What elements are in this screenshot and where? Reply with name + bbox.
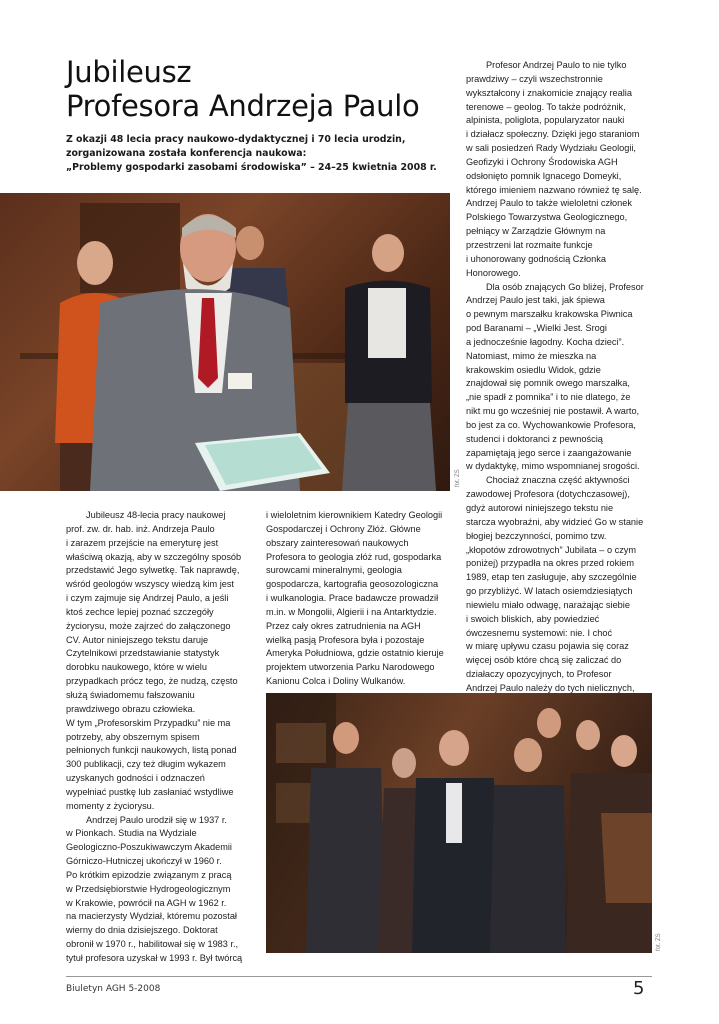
text-line: na macierzysty Wydział, któremu pozostał — [66, 911, 237, 922]
text-line: Natomiast, mimo że mieszka na — [466, 350, 597, 361]
text-line: i swoich bliskich, aby powiedzieć — [466, 613, 600, 624]
text-line: w Pionkach. Studia na Wydziale — [66, 828, 197, 839]
text-line: w dydaktykę, mimo wspomnianej srogości. — [466, 461, 640, 472]
text-line: działaczy opozycyjnych, to Profesor — [466, 669, 612, 680]
text-line: alpinista, poliglota, popularyzator nauki — [466, 115, 625, 126]
text-line: przedstawić Jego sylwetkę. Tak naprawdę, — [66, 565, 240, 576]
text-line: terenowe – geolog. To także podróżnik, — [466, 101, 626, 112]
text-line: więcej osób które chcą się zaliczać do — [466, 655, 622, 666]
photo-illustration — [0, 193, 450, 491]
text-line: wśród geologów wszyscy wiedzą kim jest — [66, 579, 234, 590]
text-line: odsłonięto pomnik Ignacego Domeyki, — [466, 170, 622, 181]
text-line: krakowskim osiedlu Widok, gdzie — [466, 364, 601, 375]
text-line: m.in. w Mongolii, Algierii i na Antarktydzie. — [266, 606, 437, 617]
text-line: zawodowej Profesora (dotychczasowej), — [466, 489, 630, 500]
text-line: ktoś zechce lepiej poznać szczegóły — [66, 606, 214, 617]
lead-line: zorganizowana została konferencja naukowa: — [66, 148, 307, 159]
text-line: go przybliżyć. W latach osiemdziesiątych — [466, 586, 633, 597]
article-title — [66, 55, 456, 123]
text-line: 300 publikacji, czy też długim wykazem — [66, 759, 226, 770]
text-line: prof. zw. dr. hab. inż. Andrzeja Paulo — [66, 523, 215, 534]
text-line: przestrzeni lat rozmaite funkcje — [466, 239, 593, 250]
text-line: Ameryka Południowa, gdzie ostatnio kieruje — [266, 648, 444, 659]
photo-professor-conference — [0, 193, 450, 491]
text-line: W tym „Profesorskim Przypadku” nie ma — [66, 717, 231, 728]
text-line: w miarę upływu czasu pojawia się coraz — [466, 641, 629, 652]
text-line: w Krakowie, powrócił na AGH w 1962 r. — [66, 897, 227, 908]
title-line-2: Profesora Andrzeja Paulo — [66, 89, 420, 123]
text-line: Polskiego Towarzystwa Geologicznego, — [466, 212, 628, 223]
text-line: wypełniać pustkę lub zasłaniać wstydliwe — [66, 786, 234, 797]
text-line: Po krótkim epizodzie związanym z pracą — [66, 869, 232, 880]
text-line: Przez cały okres zatrudnienia na AGH — [266, 620, 421, 631]
text-line: studenci i doktoranci z pewnością — [466, 433, 603, 444]
text-line: niewielu miało odwagę, narażając siebie — [466, 599, 630, 610]
text-line: pod Baranami – „Wielki Jest. Srogi — [466, 323, 607, 334]
text-line: pełnionych funkcji naukowych, listą ponad — [66, 745, 237, 756]
text-line: Honorowego. — [466, 267, 521, 278]
text-line: właściwą okazją, aby w szczególny sposób — [66, 551, 242, 562]
text-line: uzyskanych godności i odznaczeń — [66, 773, 205, 784]
article-lead — [66, 133, 456, 175]
text-line: o pewnym marszałku krakowska Piwnica — [466, 309, 633, 320]
text-line: wierny do dnia dzisiejszego. Doktorat — [66, 925, 218, 936]
text-line: dorobku naukowego, które w wielu — [66, 662, 207, 673]
text-line: Górniczo-Hutniczej ukończył w 1960 r. — [66, 856, 222, 867]
text-line: obszary zainteresowań naukowych — [266, 537, 409, 548]
text-line: gdyż autorowi niniejszego tekstu nie — [466, 503, 614, 513]
photo-credit: fot. ZS — [656, 933, 662, 951]
lead-line: „Problemy gospodarki zasobami środowiska” – 24–25 kwietnia 2008 r. — [66, 162, 437, 173]
text-line: gospodarcza, kartografia geosozologiczna — [266, 579, 439, 590]
footer-publication: Biuletyn AGH 5-2008 — [66, 984, 161, 994]
text-line: nikt mu go wcześniej nie postawił. A warto, — [466, 406, 640, 417]
text-line: surowcami mineralnymi, geologia — [266, 565, 402, 576]
column-1 — [66, 509, 256, 966]
photo-illustration — [266, 693, 652, 953]
text-line: i zarazem przejście na emeryturę jest — [66, 537, 219, 548]
text-line: Gospodarczej i Ochrony Złóż. Główne — [266, 523, 421, 534]
text-line: a jednocześnie łagodny. Kocha dzieci”. — [466, 336, 625, 347]
text-line: CV. Autor niniejszego tekstu daruje — [66, 634, 209, 645]
text-line: pełniący w Zarządzie Głównym na — [466, 226, 606, 237]
photo-credit: fot. ZS — [455, 469, 461, 487]
text-line: wykształcony i znakomicie znający realia — [466, 87, 632, 98]
column-2 — [266, 509, 456, 689]
text-line: i czym zajmuje się Andrzej Paulo, a jeśli — [66, 593, 229, 604]
text-line: Geofizyki i Ochrony Środowiska AGH — [466, 156, 618, 167]
column-3 — [466, 59, 656, 696]
photo-conference-group — [266, 693, 652, 953]
text-line: poniżej) przypadła na okres przed rokiem — [466, 558, 635, 569]
title-line-1: Jubileusz — [66, 55, 192, 89]
text-line: prawdziwego obrazu człowieka. — [66, 703, 196, 714]
text-line: obronił w 1970 r., habilitował się w 1983 r., — [66, 939, 239, 950]
text-line: momenty z życiorysu. — [66, 800, 155, 811]
text-line: i uhonorowany godnością Członka — [466, 253, 606, 264]
text-line: Profesora to geologia złóż rud, gospodarka — [266, 551, 442, 562]
text-line: Andrzej Paulo należy do tych nielicznych, — [466, 682, 635, 693]
text-line: służą świadomemu fałszowaniu — [66, 689, 195, 700]
text-line: Geologiczno-Poszukiwawczym Akademii — [66, 842, 232, 853]
text-line: i wieloletnim kierownikiem Katedry Geologii — [266, 510, 443, 520]
text-line: w Przedsiębiorstwie Hydrogeologicznym — [66, 883, 231, 894]
text-line: przypadkach prócz tego, że nudzą, często — [66, 676, 238, 687]
text-line: prawdziwy – czyli wszechstronnie — [466, 73, 603, 84]
footer-divider — [66, 976, 652, 977]
text-line: „nie spadł z pomnika” i to nie dlatego, że — [466, 392, 631, 403]
text-line: i wulkanologia. Prace badawcze prowadził — [266, 593, 439, 604]
text-line: i działacz społeczny. Dzięki jego staraniom — [466, 129, 640, 140]
text-line: Czytelnikowi przedstawianie statystyk — [66, 648, 220, 659]
text-line: Kanionu Colca i Doliny Wulkanów. — [266, 676, 406, 687]
text-line: „kłopotów zdrowotnych” Jubilata – o czym — [466, 544, 637, 555]
text-line: Andrzej Paulo jest taki, jak śpiewa — [466, 295, 605, 306]
text-line: błogiej bezczynności, pomimo tzw. — [466, 530, 607, 541]
lead-line: Z okazji 48 lecia pracy naukowo-dydaktycznej i 70 lecia urodzin, — [66, 134, 406, 145]
text-line: którego imieniem nazwano również tę salę. — [466, 184, 642, 195]
text-line: starcza wyobraźni, aby widzieć Go w stanie — [466, 516, 644, 527]
text-line: potrzeby, aby obszernym spisem — [66, 731, 200, 742]
text-line: Chociaż znaczna część aktywności — [486, 475, 630, 486]
text-line: Andrzej Paulo urodził się w 1937 r. — [86, 814, 227, 825]
text-line: w sali posiedzeń Rady Wydziału Geologii, — [466, 143, 636, 154]
text-line: Profesor Andrzej Paulo to nie tylko — [486, 60, 627, 70]
text-line: 1989, etap ten zasługuje, aby szczególnie — [466, 572, 637, 583]
text-line: Jubileusz 48-lecia pracy naukowej — [86, 510, 226, 520]
text-line: tytuł profesora uzyskał w 1993 r. Był twórcą — [66, 953, 243, 963]
text-line: wielką pasją Profesora była i pozostaje — [266, 634, 425, 645]
text-line: życiorysu, może zajrzeć do załączonego — [66, 620, 231, 631]
text-line: Dla osób znających Go bliżej, Profesor — [486, 281, 644, 292]
text-line: znajdował się pomnik owego marszałka, — [466, 378, 630, 389]
text-line: ówczesnemu systemowi: nie. I choć — [466, 627, 613, 638]
text-line: projektem utworzenia Parku Narodowego — [266, 662, 435, 673]
text-line: Andrzej Paulo to także wieloletni członek — [466, 198, 632, 209]
text-line: bo jest za co. Wychowankowie Profesora, — [466, 419, 636, 430]
page-number: 5 — [633, 978, 645, 999]
text-line: zapamiętają jego serce i zaangażowanie — [466, 447, 632, 458]
